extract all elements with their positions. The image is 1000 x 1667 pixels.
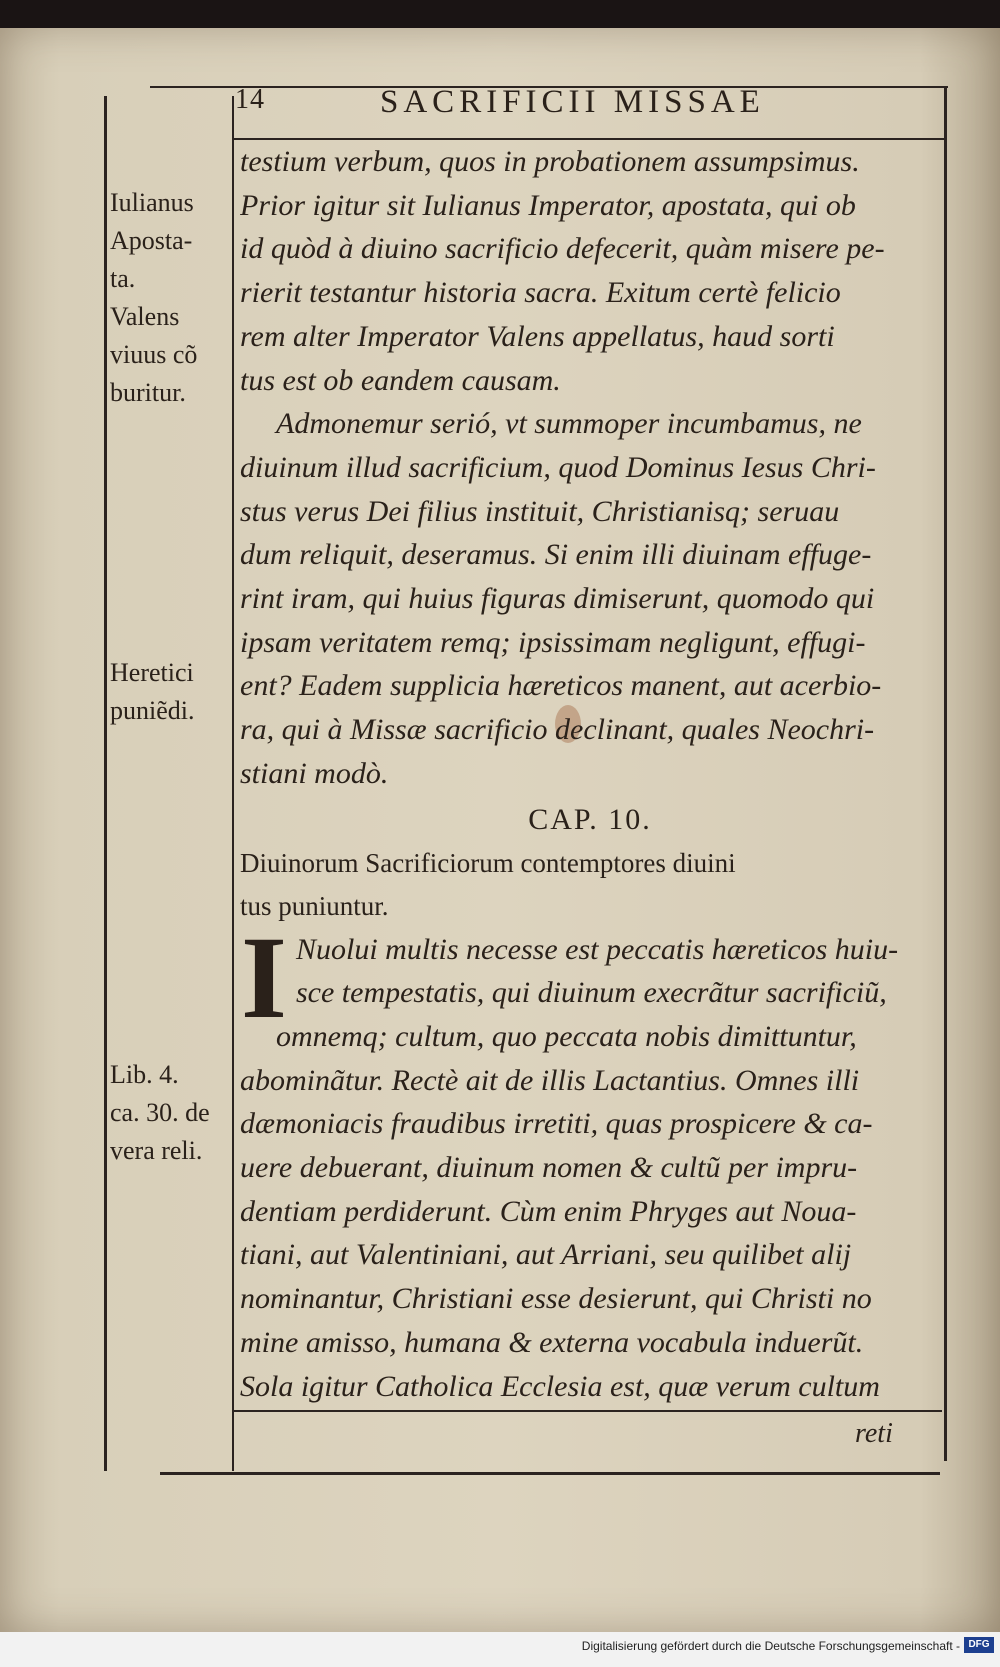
text-line: sce tempestatis, qui diuinum execrãtur sacrificiũ, bbox=[296, 976, 887, 1010]
chapter-heading: CAP. 10. bbox=[528, 802, 652, 836]
catchword: reti bbox=[855, 1418, 893, 1449]
funding-credit: Digitalisierung gefördert durch die Deutsche Forschungsgemeinschaft - bbox=[581, 1639, 960, 1653]
paragraph-3 bbox=[240, 911, 940, 1409]
frame-left-rule bbox=[104, 96, 107, 1471]
margin-line: Heretici bbox=[110, 658, 194, 687]
text-line: diuinum illud sacrificium, quod Dominus Iesus Chri- bbox=[240, 450, 876, 484]
margin-line: vera reli. bbox=[110, 1136, 203, 1165]
margin-line: puniẽdi. bbox=[110, 696, 195, 725]
margin-line: ta. bbox=[110, 264, 136, 293]
text-line: Prior igitur sit Iulianus Imperator, apostata, qui ob bbox=[240, 188, 856, 222]
text-line: Nuolui multis necesse est peccatis hæreticos huiu- bbox=[296, 932, 899, 966]
text-line: stus verus Dei filius instituit, Christianisq; seruau bbox=[240, 494, 840, 528]
subtitle-line: tus puniuntur. bbox=[240, 890, 389, 921]
margin-note-heretici bbox=[110, 654, 230, 730]
dfg-logo-icon: DFG bbox=[964, 1637, 994, 1653]
text-line: abominãtur. Rectè ait de illis Lactantius. Omnes illi bbox=[240, 1063, 860, 1097]
text-line: mine amisso, humana & externa vocabula induerũt. bbox=[240, 1325, 864, 1359]
main-text bbox=[240, 140, 940, 1408]
margin-line: Aposta- bbox=[110, 226, 193, 255]
text-line: ra, qui à Missæ sacrificio declinant, quales Neochri- bbox=[240, 713, 875, 747]
margin-line: viuus cõ bbox=[110, 340, 198, 369]
text-line: ent? Eadem supplicia hæreticos manent, aut acerbio- bbox=[240, 669, 882, 703]
text-line: rem alter Imperator Valens appellatus, haud sorti bbox=[240, 319, 835, 353]
frame-bottom-rule bbox=[160, 1472, 940, 1475]
margin-line: buritur. bbox=[110, 378, 186, 407]
margin-line: ca. 30. de bbox=[110, 1098, 210, 1127]
page-number: 14 bbox=[235, 84, 265, 115]
text-line: rierit testantur historia sacra. Exitum certè felicio bbox=[240, 276, 841, 310]
text-line: tiani, aut Valentiniani, aut Arriani, seu quilibet alij bbox=[240, 1238, 852, 1272]
margin-line: Lib. 4. bbox=[110, 1060, 179, 1089]
margin-note-lactantius bbox=[110, 1056, 230, 1170]
text-line: dentiam perdiderunt. Cùm enim Phryges aut Noua- bbox=[240, 1194, 857, 1228]
running-head: SACRIFICII MISSAE bbox=[380, 84, 765, 120]
margin-line: Iulianus bbox=[110, 188, 194, 217]
paragraph-2 bbox=[240, 402, 940, 795]
margin-divider-rule bbox=[232, 96, 234, 1471]
text-line: stiani modò. bbox=[240, 756, 389, 790]
text-line: nominantur, Christiani esse desierunt, qui Christi no bbox=[240, 1282, 872, 1316]
text-line: tus est ob eandem causam. bbox=[240, 363, 561, 397]
chapter-subtitle bbox=[240, 842, 940, 928]
drop-capital: I bbox=[241, 911, 287, 1043]
paragraph-1 bbox=[240, 140, 940, 402]
text-line: dum reliquit, deseramus. Si enim illi diuinam effuge- bbox=[240, 538, 872, 572]
frame-right-rule bbox=[944, 86, 947, 1461]
text-line: ipsam veritatem remq; ipsissimam negligunt, effugi- bbox=[240, 625, 866, 659]
text-line: Admonemur serió, vt summoper incumbamus, ne bbox=[276, 407, 862, 441]
footer-rule bbox=[232, 1410, 942, 1412]
text-line: id quòd à diuino sacrificio defecerit, quàm misere pe- bbox=[240, 232, 885, 266]
text-line: testium verbum, quos in probationem assumpsimus. bbox=[240, 145, 860, 178]
text-line: uere debuerant, diuinum nomen & cultũ per impru- bbox=[240, 1151, 858, 1185]
margin-line: Valens bbox=[110, 302, 180, 331]
text-line: dæmoniacis fraudibus irretiti, quas prospicere & ca- bbox=[240, 1107, 873, 1141]
subtitle-line: Diuinorum Sacrificiorum contemptores diuini bbox=[240, 847, 736, 878]
text-line: rint iram, qui huius figuras dimiserunt, quomodo qui bbox=[240, 582, 875, 616]
text-line: omnemq; cultum, quo peccata nobis dimittuntur, bbox=[276, 1019, 857, 1053]
margin-note-iulianus bbox=[110, 184, 230, 412]
text-line: Sola igitur Catholica Ecclesia est, quæ verum cultum bbox=[240, 1369, 880, 1403]
